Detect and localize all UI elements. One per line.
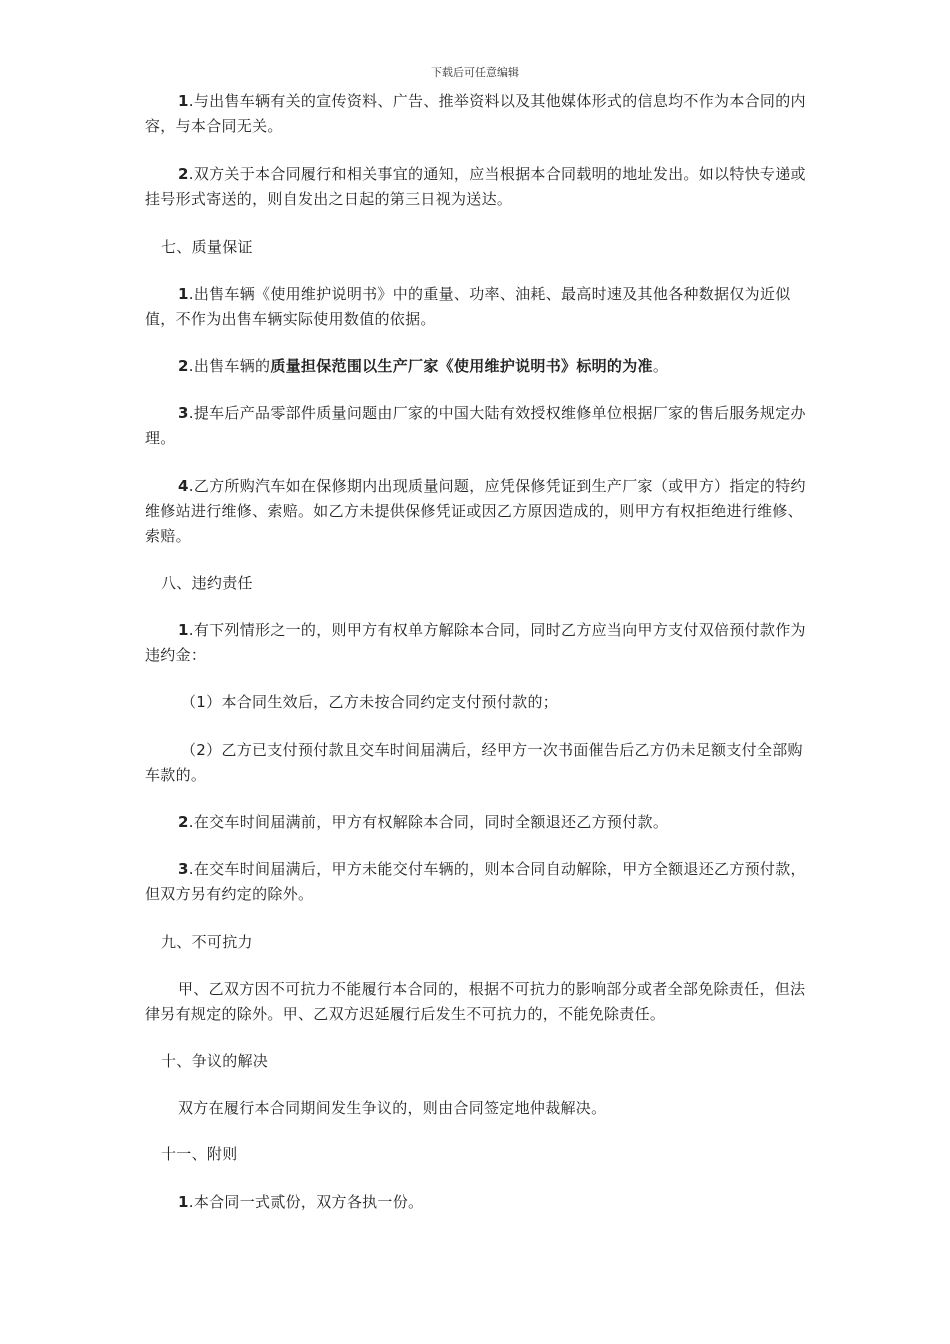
- clause-number: 2: [178, 813, 189, 831]
- clause-number: 1: [178, 285, 189, 303]
- clause-text: .双方关于本合同履行和相关事宜的通知，应当根据本合同载明的地址发出。如以特快专递或挂号形式寄送的，则自发出之日起的第三日视为送达。: [145, 165, 806, 208]
- clause-11-1: [145, 1190, 807, 1215]
- header-note: 下载后可任意编辑: [431, 66, 519, 79]
- clause-text: .在交车时间届满后，甲方未能交付车辆的，则本合同自动解除，甲方全额退还乙方预付款，但双方另有约定的除外。: [145, 860, 806, 903]
- clause-number: 2: [178, 165, 189, 183]
- clause-emphasis: 质量担保范围以生产厂家《使用维护说明书》标明的为准: [270, 357, 653, 375]
- section-heading-8: 八、违约责任: [161, 574, 253, 592]
- clause-6-2: [145, 162, 807, 212]
- item-number: （2）: [181, 741, 222, 759]
- clause-10-1: 双方在履行本合同期间发生争议的，则由合同签定地仲裁解决。: [178, 1099, 607, 1117]
- clause-number: 3: [178, 860, 189, 878]
- clause-6-1: [145, 89, 807, 139]
- clause-number: 4: [178, 477, 189, 495]
- clause-8-3: [145, 857, 807, 907]
- clause-7-3: [145, 401, 807, 451]
- clause-text-end: 。: [652, 357, 669, 375]
- clause-number: 3: [178, 404, 189, 422]
- item-text: 本合同生效后，乙方未按合同约定支付预付款的；: [221, 693, 559, 711]
- clause-8-1-item-1: [145, 690, 807, 715]
- clause-7-4: [145, 474, 807, 549]
- clause-text: .与出售车辆有关的宣传资料、广告、推举资料以及其他媒体形式的信息均不作为本合同的内容，与本合同无关。: [145, 92, 806, 135]
- clause-9-1: 甲、乙双方因不可抗力不能履行本合同的，根据不可抗力的影响部分或者全部免除责任，但法律另有规定的除外。甲、乙双方迟延履行后发生不可抗力的，不能免除责任。: [145, 980, 806, 1023]
- clause-text: .乙方所购汽车如在保修期内出现质量问题，应凭保修凭证到生产厂家（或甲方）指定的特约维修站进行维修、索赔。如乙方未提供保修凭证或因乙方原因造成的，则甲方有权拒绝进行维修、索赔。: [145, 477, 806, 545]
- clause-text: .出售车辆《使用维护说明书》中的重量、功率、油耗、最高时速及其他各种数据仅为近似值，不作为出售车辆实际使用数值的依据。: [145, 285, 791, 328]
- item-number: （1）: [181, 693, 222, 711]
- clause-7-1: [145, 282, 807, 332]
- clause-number: 1: [178, 1193, 189, 1211]
- section-heading-11: 十一、附则: [161, 1145, 238, 1163]
- clause-text: .有下列情形之一的，则甲方有权单方解除本合同，同时乙方应当向甲方支付双倍预付款作为违约金：: [145, 621, 806, 664]
- clause-text: .提车后产品零部件质量问题由厂家的中国大陆有效授权维修单位根据厂家的售后服务规定办理。: [145, 404, 806, 447]
- clause-text: .本合同一式贰份，双方各执一份。: [188, 1193, 424, 1211]
- clause-8-1-item-2: [145, 738, 807, 788]
- clause-text: .出售车辆的: [188, 357, 271, 375]
- clause-8-1: [145, 618, 807, 668]
- item-text: 乙方已支付预付款且交车时间届满后，经甲方一次书面催告后乙方仍未足额支付全部购车款的。: [145, 741, 803, 784]
- clause-7-2: [145, 354, 807, 379]
- section-heading-9: 九、不可抗力: [161, 933, 253, 951]
- section-heading-10: 十、争议的解决: [161, 1052, 269, 1070]
- clause-number: 1: [178, 621, 189, 639]
- clause-8-2: [145, 810, 807, 835]
- section-heading-7: 七、质量保证: [161, 238, 253, 256]
- clause-text: .在交车时间届满前，甲方有权解除本合同，同时全额退还乙方预付款。: [188, 813, 669, 831]
- clause-number: 2: [178, 357, 189, 375]
- clause-number: 1: [178, 92, 189, 110]
